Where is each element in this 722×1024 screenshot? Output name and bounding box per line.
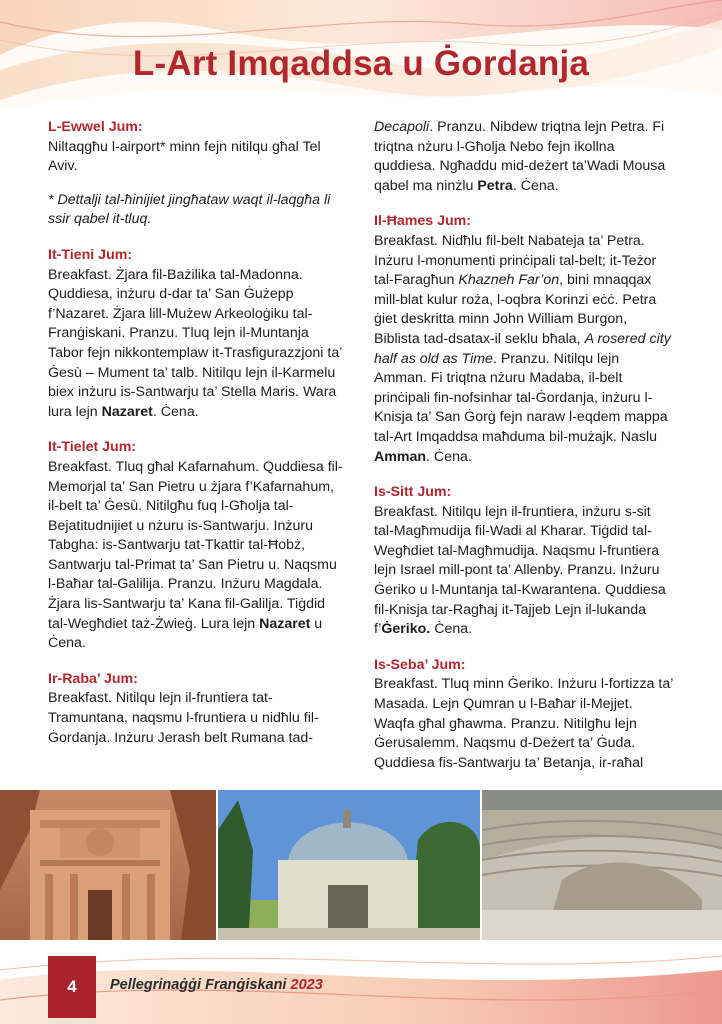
- day-2-end: . Ċena.: [152, 403, 199, 420]
- day-3-end: u Ċena.: [48, 615, 323, 652]
- day-5-italic-1: Khazneh Far’on: [458, 272, 560, 289]
- page-number: 4: [48, 956, 96, 1018]
- roman-theatre-photo: [482, 790, 722, 948]
- church-dome-photo: [218, 790, 480, 948]
- publication-year: 2023: [290, 977, 323, 993]
- day-3-body: Breakfast. Tluq għal Kafarnahum. Quddiesa fil-Memorjal ta’ San Pietru u żjara f’Kafarnahum, il-belt ta’ Ġesù. Nitilgħu fuq l-Għolja tal-Bejatitudnijiet u nżuru is-Santwarju. Inżuru Tabgha: is-Santwarju tat-Tkattir tal-Ħobż, Santwarju tal-Primat ta’ San Pietru u. Naqsmu l-Baħar tal-Galilija. Pranzu. Inżuru Magdala. Żjara lis-Santwarju ta’ Kana fil-Galilja. Tiġdid tal-Wegħdiet taż-Żwieġ. Lura lejn: [48, 458, 343, 632]
- day-5-part-3: . Pranzu. Nitilqu lejn Amman. Fi triqtna nżuru Madaba, il-belt prinċipali fin-nofsinhar tal-Ġordanja, inżuru l-Knisja ta’ San Ġorġ fejn naraw l-eqdem mappa tal-Art Imqaddsa maħduma bil-mużajk. Naslu: [374, 350, 668, 445]
- page-title: L-Art Imqaddsa u Ġordanja: [132, 44, 590, 83]
- publication-name: Pellegrinaġġi Franġiskani: [110, 977, 287, 993]
- day-4-text: Breakfast. Nitilqu lejn il-fruntiera tat-Tramuntana, naqsmu l-fruntiera u nidħlu fil-Ġordanja. Inżuru Jerash belt Rumana tad-: [48, 690, 319, 746]
- decapoli-italic: Decapoli: [374, 119, 430, 135]
- day-6-heading: Is-Sitt Jum:: [374, 484, 452, 501]
- day-3: [48, 438, 346, 654]
- day-4-continuation-text: [374, 118, 674, 196]
- day-1: [48, 118, 346, 230]
- left-column: [48, 118, 346, 764]
- day-3-destination: Nazaret: [259, 615, 311, 632]
- jericho-destination: Ġeriko.: [381, 621, 431, 638]
- day-5-part-1: Breakfast. Nidħlu fil-belt Nabateja ta’ Petra. Inżuru l-monumenti prinċipali tal-belt; it-Teżor tal-Faragħun: [374, 232, 657, 289]
- day-4-continuation-end: . Ċena.: [512, 177, 559, 194]
- day-1-note: * Dettalji tal-ħinijiet jingħataw waqt il-laqgħa li ssir qabel it-tluq.: [48, 191, 331, 228]
- day-6: [374, 483, 674, 640]
- petra-destination: Petra: [477, 177, 513, 194]
- day-1-heading: L-Ewwel Jum:: [48, 119, 143, 135]
- day-5-heading: Il-Ħames Jum:: [374, 213, 471, 230]
- day-5-italic-2: A rosered city half as old as Time: [374, 330, 671, 367]
- day-6-body: Breakfast. Nitilqu lejn il-fruntiera, inżuru s-sit tal-Magħmudija fil-Wadi al Kharar. Tiġdid tal-Wegħdiet tal-Magħmudija. Naqsmu l-fruntiera lejn Israel mill-pont ta’ Allenby. Pranzu. Inżuru Ġeriko u l-Muntanja tal-Kwarantena. Quddiesa fil-Knisja tar-Ragħaj it-Tajjeb Lejn il-lukanda f’: [374, 503, 666, 638]
- day-5-end: . Ċena.: [426, 448, 472, 465]
- day-4-continuation-body: . Pranzu. Nibdew triqtna lejn Petra. Fi triqtna nżuru l-Għolja Nebo fejn ikollna quddiesa. Ngħaddu mid-deżert ta’Wadi Mousa qabel ma ninżlu: [374, 119, 666, 194]
- day-2-destination: Nazaret: [101, 403, 153, 420]
- day-7-text: Breakfast. Tluq minn Ġeriko. Inżuru l-fortizza ta’ Masada. Lejn Qumran u l-Baħar il-Mejjet. Waqfa għal għawma. Pranzu. Nitilgħu lejn Ġerusalemm. Naqsmu d-Deżert ta’ Ġuda. Quddiesa fis-Santwarju ta’ Betanja, ir-raħal: [374, 676, 673, 771]
- day-4: [48, 670, 346, 748]
- amman-destination: Amman: [374, 448, 427, 465]
- day-6-end: Ċena.: [430, 621, 473, 638]
- day-1-text: Niltaqgħu l-airport* minn fejn nitilqu għal Tel Aviv.: [48, 138, 321, 175]
- day-3-heading: It-Tielet Jum:: [48, 439, 137, 456]
- day-4-continuation: [374, 118, 674, 196]
- day-2-text: [48, 266, 346, 423]
- day-3-text: [48, 458, 346, 654]
- day-5-part-2: , bini mnaqqax mill-blat kulur roża, l-oqbra Korinzi eċċ. Petra ġiet deskritta minn John William Burgon, Biblista tad-dsatax-il seklu bħala,: [374, 272, 657, 347]
- day-2-body: Breakfast. Żjara fil-Bażilika tal-Madonna. Quddiesa, inżuru d-dar ta’ San Ġużepp f’Nazaret. Żjara lill-Mużew Arkeoloġiku tal-Franġiskani. Pranzu. Tluq lejn il-Muntanja Tabor fejn nikkontemplaw it-Trasfigurazzjoni ta’ Ġesù – Mument ta’ talb. Nitilqu lejn il-Karmelu biex inżuru is-Santwarju ta’ Stella Maris. Wara lura lejn: [48, 266, 342, 420]
- day-7-heading: Is-Seba’ Jum:: [374, 656, 466, 673]
- day-7: [374, 656, 674, 774]
- footer-swoosh-decoration: [0, 940, 722, 1024]
- day-5-text: [374, 232, 674, 467]
- day-5: [374, 212, 674, 467]
- petra-treasury-photo: [0, 790, 216, 948]
- right-column: [374, 118, 674, 789]
- day-6-text: [374, 503, 674, 640]
- footer-publication: [110, 977, 323, 993]
- day-2-heading: It-Tieni Jum:: [48, 246, 133, 263]
- day-2: [48, 246, 346, 422]
- day-4-heading: Ir-Raba’ Jum:: [48, 670, 138, 687]
- photo-strip: [0, 790, 722, 948]
